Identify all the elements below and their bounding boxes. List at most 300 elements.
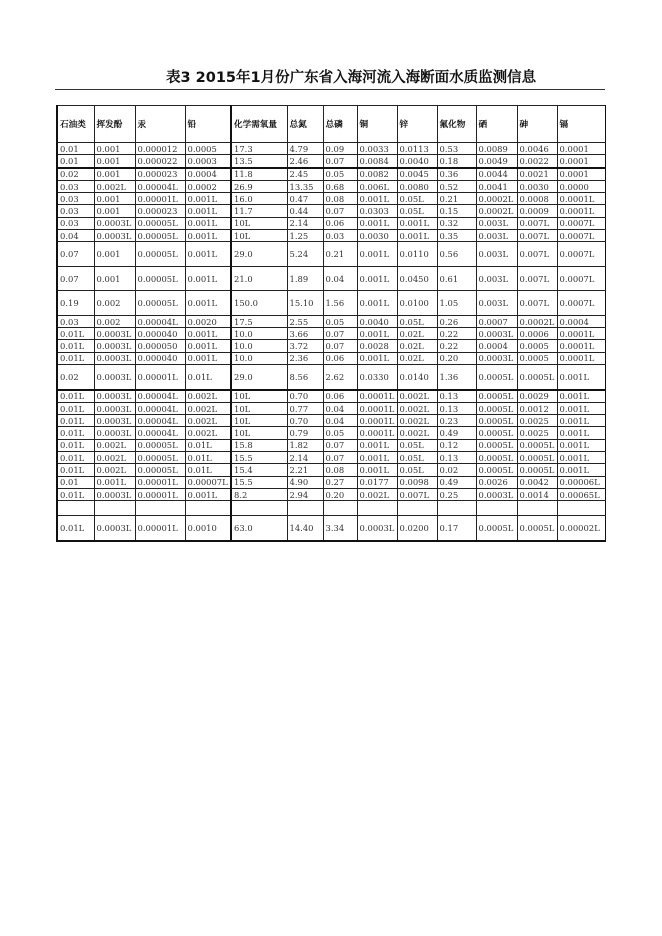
table-cell: 0.0005 [517,352,557,364]
table-cell: 0.03 [323,230,357,242]
table-row [57,266,605,291]
table-cell: 0.0450 [397,266,437,291]
table-cell: 0.0020 [185,315,231,327]
table-cell [557,501,605,516]
table-cell: 0.05L [397,205,437,217]
table-cell: 0.0010 [185,516,231,542]
table-cell [94,501,135,516]
column-header: 总氮 [287,106,323,143]
table-row [57,340,605,352]
table-cell: 0.21 [437,193,476,205]
table-cell: 0.05 [323,168,357,181]
column-header: 化学需氧量 [231,106,287,143]
table-cell: 0.0001L [357,415,397,427]
table-cell: 0.003L [476,266,517,291]
table-cell: 0.0003L [476,328,517,340]
table-cell: 63.0 [231,516,287,542]
table-cell: 0.001L [557,390,605,403]
table-cell: 11.7 [231,205,287,217]
column-header: 石油类 [57,106,94,143]
table-cell: 0.001L [357,242,397,267]
table-cell: 0.0001L [357,402,397,414]
table-cell: 0.0007L [557,217,605,229]
table-row [57,488,605,500]
table-cell: 0.04 [57,230,94,242]
table-cell: 0.0029 [517,390,557,403]
table-cell: 0.0040 [397,155,437,168]
table-cell: 0.0001L [357,390,397,403]
table-cell: 0.006L [357,180,397,192]
table-cell: 0.07 [57,266,94,291]
table-cell: 0.001L [357,464,397,476]
table-cell: 0.001 [94,143,135,155]
table-cell: 0.02L [397,340,437,352]
table-cell: 0.002L [94,464,135,476]
table-cell: 0.03 [57,180,94,192]
table-cell: 0.03 [57,315,94,327]
table-cell: 0.002L [94,439,135,451]
table-cell: 0.04 [323,415,357,427]
table-cell: 0.007L [397,488,437,500]
table-cell: 0.0025 [517,427,557,439]
table-cell: 0.03 [57,217,94,229]
table-cell: 0.00065L [557,488,605,500]
table-cell: 0.0330 [357,365,397,390]
table-row [57,452,605,464]
table-cell: 1.25 [287,230,323,242]
column-header: 硒 [476,106,517,143]
table-cell: 0.00005L [135,242,185,267]
table-cell: 0.01L [185,439,231,451]
table-cell: 0.007L [517,217,557,229]
table-cell: 0.000050 [135,340,185,352]
table-cell: 0.001L [185,291,231,316]
table-cell: 0.0140 [397,365,437,390]
table-cell: 0.0005L [517,365,557,390]
table-cell: 0.002L [185,402,231,414]
table-cell: 0.03 [57,205,94,217]
table-cell: 0.0044 [476,168,517,181]
table-cell [517,501,557,516]
table-cell: 0.002L [397,402,437,414]
table-cell: 0.0100 [397,291,437,316]
table-cell: 11.8 [231,168,287,181]
table-cell: 3.66 [287,328,323,340]
table-cell [287,501,323,516]
table-cell: 0.0177 [357,476,397,488]
table-cell: 0.01L [185,365,231,390]
table-cell: 2.46 [287,155,323,168]
table-cell: 0.002L [185,390,231,403]
table-cell: 0.00005L [135,266,185,291]
table-cell: 0.000023 [135,205,185,217]
table-cell: 0.08 [323,193,357,205]
table-cell: 0.002L [397,427,437,439]
table-cell: 0.02 [437,464,476,476]
table-cell: 2.94 [287,488,323,500]
table-cell: 10.0 [231,328,287,340]
table-cell: 0.22 [437,340,476,352]
table-cell: 21.0 [231,266,287,291]
table-cell: 0.002L [357,488,397,500]
table-cell: 0.23 [437,415,476,427]
table-cell: 1.56 [323,291,357,316]
table-cell: 0.0028 [357,340,397,352]
table-cell: 0.002L [397,390,437,403]
column-header: 砷 [517,106,557,143]
column-header: 铜 [357,106,397,143]
table-row [57,402,605,414]
table-cell: 0.52 [437,180,476,192]
header-row [57,106,605,143]
table-cell: 0.02L [397,328,437,340]
table-cell: 5.24 [287,242,323,267]
table-cell: 0.001 [94,155,135,168]
table-cell: 0.002L [94,180,135,192]
table-cell: 0.05L [397,315,437,327]
water-quality-table [56,105,606,542]
table-cell: 0.0003L [94,415,135,427]
table-cell: 0.00005L [135,230,185,242]
table-cell: 0.001L [557,452,605,464]
table-cell: 0.0001L [557,328,605,340]
table-cell: 0.00004L [135,415,185,427]
column-header: 汞 [135,106,185,143]
table-cell: 8.2 [231,488,287,500]
table-cell: 0.0005L [476,452,517,464]
table-cell: 0.007L [517,291,557,316]
table-cell: 2.45 [287,168,323,181]
table-row [57,427,605,439]
table-cell: 1.89 [287,266,323,291]
table-cell: 0.0004 [557,315,605,327]
table-cell: 0.13 [437,390,476,403]
table-row [57,516,605,542]
table-cell: 0.001 [94,193,135,205]
table-cell: 0.003L [476,291,517,316]
table-cell: 0.01L [57,464,94,476]
table-cell: 0.00005L [135,217,185,229]
table-cell: 10L [231,230,287,242]
table-cell: 0.00004L [135,315,185,327]
table-cell: 0.000012 [135,143,185,155]
table-cell: 0.18 [437,155,476,168]
table-cell: 0.00004L [135,402,185,414]
table-cell: 15.5 [231,452,287,464]
table-cell: 0.002 [94,315,135,327]
table-cell: 0.00001L [135,193,185,205]
table-cell: 0.15 [437,205,476,217]
table-cell: 0.0002 [185,180,231,192]
table-cell: 0.001L [185,217,231,229]
table-cell: 3.72 [287,340,323,352]
table-cell: 2.21 [287,464,323,476]
table-cell: 2.55 [287,315,323,327]
table-cell: 0.26 [437,315,476,327]
table-cell: 0.01L [185,464,231,476]
table-cell: 0.0002L [517,315,557,327]
table-cell: 0.0001L [557,352,605,364]
table-cell: 0.0110 [397,242,437,267]
table-cell: 17.3 [231,143,287,155]
table-cell: 13.35 [287,180,323,192]
table-cell: 0.0005L [476,402,517,414]
table-cell: 10L [231,402,287,414]
table-cell: 0.0009 [517,205,557,217]
table-cell: 0.0022 [517,155,557,168]
table-cell: 0.00005L [135,452,185,464]
table-cell: 0.05L [397,452,437,464]
table-cell: 0.0003L [357,516,397,542]
table-cell [397,501,437,516]
table-cell: 2.14 [287,452,323,464]
table-cell: 1.82 [287,439,323,451]
table-cell: 0.0003L [94,217,135,229]
table-cell: 0.00002L [557,516,605,542]
table-cell: 0.36 [437,168,476,181]
table-cell: 0.001L [557,439,605,451]
table-cell: 0.003L [476,230,517,242]
table-cell: 0.002L [397,415,437,427]
table-cell: 0.07 [323,340,357,352]
table-cell: 0.00004L [135,180,185,192]
table-cell: 0.0003L [94,516,135,542]
table-cell: 0.001L [397,217,437,229]
table-row [57,464,605,476]
table-cell: 10L [231,415,287,427]
table-cell: 0.22 [437,328,476,340]
table-row [57,242,605,267]
table-cell: 0.07 [323,328,357,340]
table-cell: 0.19 [57,291,94,316]
table-cell: 0.0003L [94,365,135,390]
table-row [57,168,605,181]
table-cell [476,501,517,516]
table-cell: 0.44 [287,205,323,217]
table-cell: 0.01L [185,452,231,464]
table-cell: 0.17 [437,516,476,542]
title-divider [55,89,605,90]
table-cell: 0.00001L [135,476,185,488]
table-cell: 0.007L [517,230,557,242]
table-cell: 0.0303 [357,205,397,217]
table-cell: 0.001L [357,193,397,205]
table-cell: 0.05 [323,427,357,439]
table-cell: 0.01 [57,155,94,168]
table-cell: 3.34 [323,516,357,542]
table-cell: 0.0098 [397,476,437,488]
table-cell: 0.06 [323,217,357,229]
table-row [57,415,605,427]
table-cell: 0.01L [57,352,94,364]
table-cell: 0.07 [323,439,357,451]
table-cell: 0.56 [437,242,476,267]
table-cell: 0.0001 [557,168,605,181]
table-cell: 0.47 [287,193,323,205]
table-cell: 0.0003L [94,230,135,242]
table-cell: 10L [231,390,287,403]
table-cell: 0.0042 [517,476,557,488]
table-cell: 0.0008 [517,193,557,205]
table-cell: 0.0005L [517,452,557,464]
column-header: 总磷 [323,106,357,143]
table-cell: 0.13 [437,402,476,414]
table-cell: 0.001L [185,230,231,242]
table-cell: 0.002 [94,291,135,316]
table-cell: 0.0005L [476,516,517,542]
table-cell: 0.0003L [94,402,135,414]
table-cell: 0.20 [437,352,476,364]
table-cell: 0.01L [57,452,94,464]
table-cell: 0.06 [323,352,357,364]
table-cell: 29.0 [231,242,287,267]
table-cell: 15.5 [231,476,287,488]
table-cell: 0.0007L [557,242,605,267]
table-cell: 0.0200 [397,516,437,542]
table-cell: 0.0005 [185,143,231,155]
table-cell: 0.001L [557,415,605,427]
table-cell: 0.000040 [135,352,185,364]
table-cell: 0.001L [357,266,397,291]
table-cell: 4.90 [287,476,323,488]
table-cell: 0.0005L [476,390,517,403]
table-cell: 0.001L [557,427,605,439]
column-header: 锌 [397,106,437,143]
table-cell: 0.0030 [517,180,557,192]
table-cell: 14.40 [287,516,323,542]
table-cell [185,501,231,516]
table-cell: 0.001L [397,230,437,242]
table-cell: 0.0005L [476,415,517,427]
table-cell: 0.01L [57,488,94,500]
table-cell: 0.001L [357,452,397,464]
table-cell: 0.0113 [397,143,437,155]
table-cell: 2.36 [287,352,323,364]
table-cell: 0.00001L [135,365,185,390]
table-cell: 0.002L [185,415,231,427]
table-cell: 0.04 [323,266,357,291]
table-cell: 0.0005L [517,439,557,451]
table-cell: 0.01L [57,328,94,340]
table-cell: 0.0001 [557,155,605,168]
table-cell: 0.0003L [94,340,135,352]
table-cell: 10.0 [231,352,287,364]
table-cell: 1.05 [437,291,476,316]
table-body [57,143,605,542]
table-cell: 0.68 [323,180,357,192]
table-cell: 0.0003L [94,488,135,500]
table-cell: 0.0040 [357,315,397,327]
table-cell: 0.05L [397,464,437,476]
table-cell: 10L [231,427,287,439]
table-cell: 0.001L [185,340,231,352]
table-cell: 0.00005L [135,439,185,451]
table-cell: 0.00001L [135,488,185,500]
table-cell: 0.007L [517,242,557,267]
table-cell: 0.001L [185,242,231,267]
table-cell: 0.001L [357,328,397,340]
table-cell: 0.0005L [476,365,517,390]
table-row [57,205,605,217]
table-cell: 0.61 [437,266,476,291]
table-cell: 0.001L [94,476,135,488]
table-cell: 0.08 [323,464,357,476]
table-cell: 0.001L [185,205,231,217]
table-cell: 0.21 [323,242,357,267]
table-cell: 0.0002L [476,205,517,217]
table-cell: 0.00004L [135,390,185,403]
table-cell: 0.01L [57,427,94,439]
table-cell: 0.001L [557,365,605,390]
table-cell: 0.002L [94,452,135,464]
table-cell: 0.0026 [476,476,517,488]
table-cell: 0.79 [287,427,323,439]
table-cell: 0.0004 [476,340,517,352]
table-cell: 0.0084 [357,155,397,168]
table-cell: 0.0041 [476,180,517,192]
table-cell: 0.07 [57,242,94,267]
table-cell: 0.00006L [557,476,605,488]
table-cell: 0.001L [357,217,397,229]
table-cell: 0.02L [397,352,437,364]
table-cell: 0.0003 [185,155,231,168]
table-cell [135,501,185,516]
table-cell: 0.01L [57,390,94,403]
table-cell: 0.001L [185,488,231,500]
table-cell: 0.0004 [185,168,231,181]
table-row [57,155,605,168]
table-cell: 0.02 [57,365,94,390]
table-cell: 0.49 [437,476,476,488]
table-cell: 0.09 [323,143,357,155]
table-cell: 0.0002L [476,193,517,205]
table-cell: 0.70 [287,390,323,403]
table-row [57,291,605,316]
table-cell: 0.0005L [517,516,557,542]
table-cell: 0.001L [357,352,397,364]
table-cell: 0.0021 [517,168,557,181]
table-cell: 0.01L [57,340,94,352]
table-cell: 0.0049 [476,155,517,168]
table-cell: 0.70 [287,415,323,427]
table-cell: 8.56 [287,365,323,390]
table-cell: 0.001 [94,205,135,217]
table-cell: 0.0003L [94,328,135,340]
table-cell: 0.03 [57,193,94,205]
table-cell: 0.49 [437,427,476,439]
table-cell: 0.0000 [557,180,605,192]
table-cell: 0.32 [437,217,476,229]
table-row [57,315,605,327]
table-cell: 0.0001L [557,205,605,217]
table-cell: 0.0001L [557,340,605,352]
table-cell: 0.00004L [135,427,185,439]
table-cell: 0.35 [437,230,476,242]
table-cell: 0.0003L [476,352,517,364]
table-cell: 0.0001L [557,193,605,205]
table-cell: 0.000022 [135,155,185,168]
table-cell: 0.0003L [94,390,135,403]
table-cell: 0.001L [185,352,231,364]
table-cell: 0.0005 [517,340,557,352]
table-row [57,193,605,205]
table-row [57,390,605,403]
table-row [57,352,605,364]
table-cell: 0.000023 [135,168,185,181]
table-cell: 0.25 [437,488,476,500]
table-cell: 0.001L [557,464,605,476]
table-cell: 0.01L [57,439,94,451]
